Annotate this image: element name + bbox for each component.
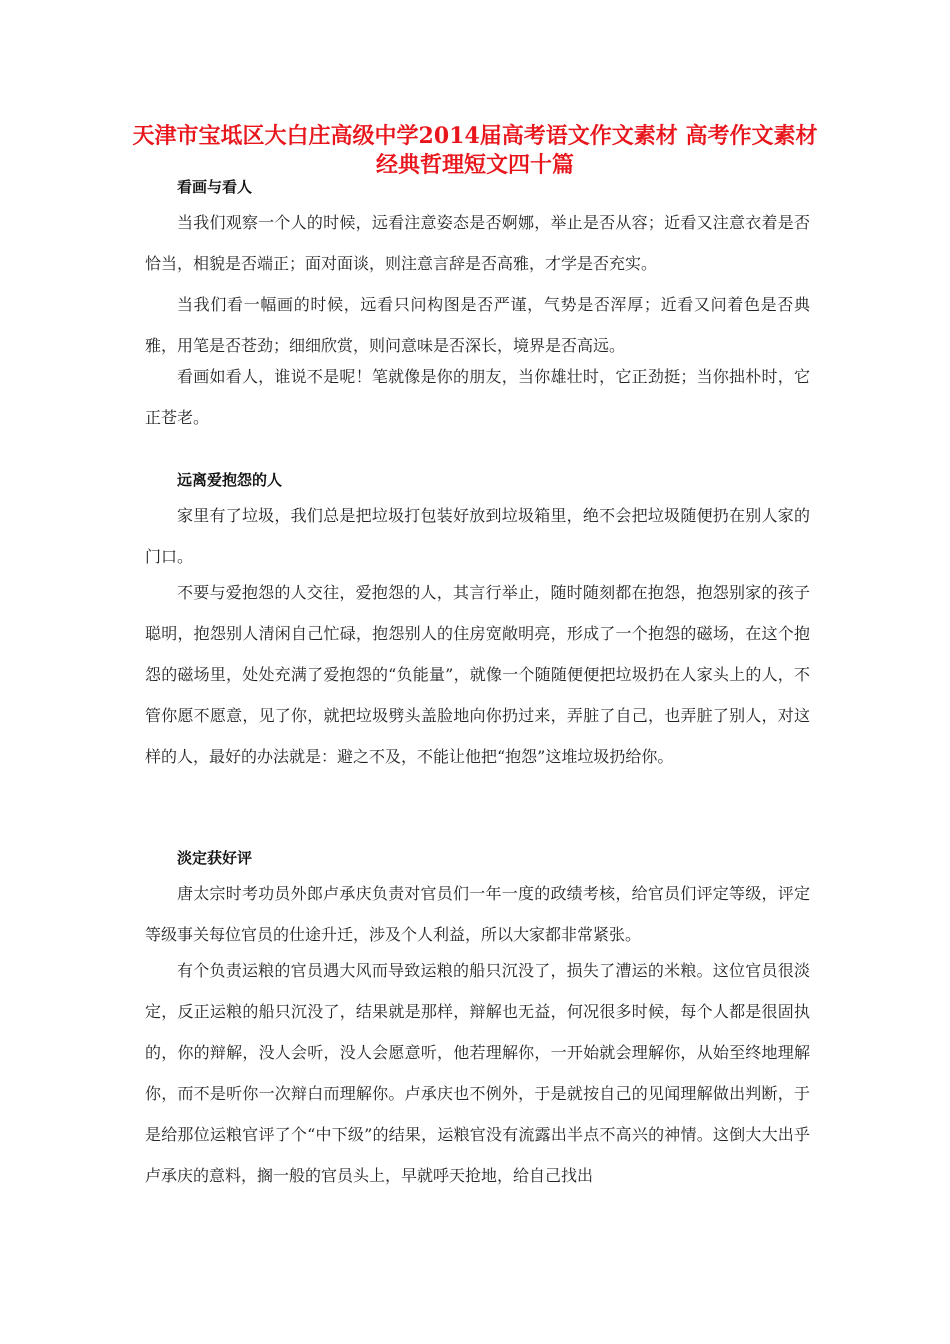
section-heading: 远离爱抱怨的人 (177, 471, 283, 489)
paragraph: 当我们看一幅画的时候，远看只问构图是否严谨，气势是否浑厚；近看又问着色是否典雅，用笔是否苍劲；细细欣赏，则问意味是否深长，境界是否高远。 (145, 295, 810, 355)
section-heading: 看画与看人 (177, 178, 253, 196)
paragraph: 不要与爱抱怨的人交往，爱抱怨的人，其言行举止，随时随刻都在抱怨，抱怨别家的孩子聪明，抱怨别人清闲自己忙碌，抱怨别人的住房宽敞明亮，形成了一个抱怨的磁场，在这个抱怨的磁场里，处处充满了爱抱怨的“负能量”，就像一个随随便便把垃圾扔在人家头上的人，不管你愿不愿意，见了你，就把垃圾劈头盖脸地向你扔过来，弄脏了自己，也弄脏了别人，对这样的人，最好的办法就是：避之不及，不能让他把“抱怨”这堆垃圾扔给你。 (145, 583, 810, 766)
paragraph: 唐太宗时考功员外郎卢承庆负责对官员们一年一度的政绩考核，给官员们评定等级，评定等级事关每位官员的仕途升迁，涉及个人利益，所以大家都非常紧张。 (145, 884, 810, 944)
paragraph: 有个负责运粮的官员遇大风而导致运粮的船只沉没了，损失了漕运的米粮。这位官员很淡定，反正运粮的船只沉没了，结果就是那样，辩解也无益，何况很多时候，每个人都是很固执的，你的辩解，没人会听，没人会愿意听，他若理解你，一开始就会理解你，从始至终地理解你，而不是听你一次辩白而理解你。卢承庆也不例外，于是就按自己的见闻理解做出判断，于是给那位运粮官评了个“中下级”的结果，运粮官没有流露出半点不高兴的神情。这倒大大出乎卢承庆的意料，搁一般的官员头上，早就呼天抢地，给自己找出 (145, 961, 810, 1185)
section-heading: 淡定获好评 (177, 849, 253, 867)
paragraph: 当我们观察一个人的时候，远看注意姿态是否婀娜，举止是否从容；近看又注意衣着是否恰当，相貌是否端正；面对面谈，则注意言辞是否高雅，才学是否充实。 (145, 213, 810, 273)
paragraph: 家里有了垃圾，我们总是把垃圾打包装好放到垃圾箱里，绝不会把垃圾随便扔在别人家的门口。 (145, 506, 810, 566)
paragraph: 看画如看人，谁说不是呢！笔就像是你的朋友，当你雄壮时，它正劲挺；当你拙朴时，它正苍老。 (145, 367, 810, 427)
document-title: 天津市宝坻区大白庄高级中学2014届高考语文作文素材 高考作文素材 经典哲理短文四十篇 (132, 123, 818, 178)
